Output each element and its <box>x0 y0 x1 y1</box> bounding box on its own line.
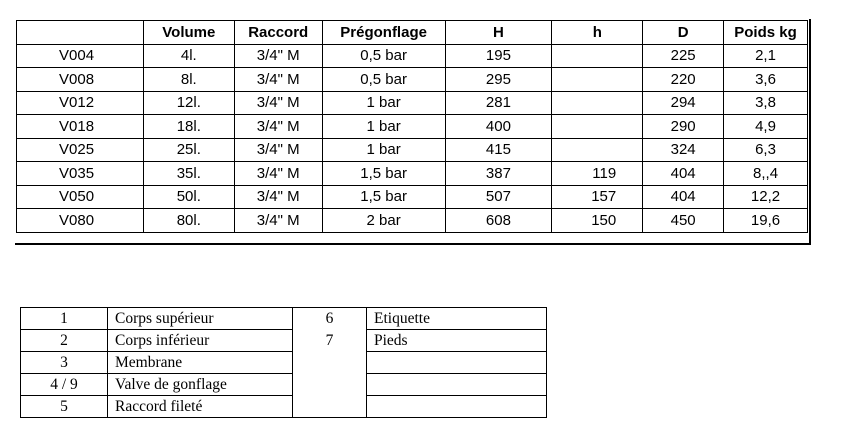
spec-table <box>16 20 808 233</box>
cell-volume: 35l. <box>143 162 234 186</box>
cell-raccord: 3/4" M <box>234 209 322 233</box>
legend-label: Membrane <box>108 352 293 374</box>
legend-label <box>367 396 547 418</box>
cell-volume: 50l. <box>143 185 234 209</box>
cell-raccord: 3/4" M <box>234 138 322 162</box>
cell-h <box>552 115 643 139</box>
table-row <box>17 209 808 233</box>
cell-h: 119 <box>552 162 643 186</box>
cell-poids: 3,8 <box>724 91 808 115</box>
cell-raccord: 3/4" M <box>234 162 322 186</box>
legend-label: Raccord fileté <box>108 396 293 418</box>
cell-pregonflage: 1 bar <box>322 91 445 115</box>
legend-number <box>293 352 367 374</box>
cell-D: 225 <box>643 44 724 68</box>
cell-H: 400 <box>445 115 552 139</box>
cell-D: 290 <box>643 115 724 139</box>
cell-raccord: 3/4" M <box>234 115 322 139</box>
legend-number: 3 <box>21 352 108 374</box>
legend-table <box>20 307 547 418</box>
cell-volume: 4l. <box>143 44 234 68</box>
legend-label <box>367 352 547 374</box>
cell-volume: 18l. <box>143 115 234 139</box>
cell-D: 294 <box>643 91 724 115</box>
cell-H: 195 <box>445 44 552 68</box>
cell-pregonflage: 2 bar <box>322 209 445 233</box>
cell-D: 404 <box>643 162 724 186</box>
legend-label: Pieds <box>367 330 547 352</box>
cell-pregonflage: 0,5 bar <box>322 44 445 68</box>
cell-poids: 19,6 <box>724 209 808 233</box>
list-item <box>21 308 547 330</box>
header-pregonflage: Prégonflage <box>322 21 445 45</box>
cell-pregonflage: 1,5 bar <box>322 185 445 209</box>
cell-model: V004 <box>17 44 144 68</box>
cell-pregonflage: 1 bar <box>322 115 445 139</box>
cell-H: 295 <box>445 68 552 92</box>
header-H: H <box>445 21 552 45</box>
legend-number <box>293 374 367 396</box>
cell-D: 404 <box>643 185 724 209</box>
cell-H: 387 <box>445 162 552 186</box>
header-poids: Poids kg <box>724 21 808 45</box>
cell-poids: 12,2 <box>724 185 808 209</box>
legend-label: Corps supérieur <box>108 308 293 330</box>
header-h: h <box>552 21 643 45</box>
cell-poids: 4,9 <box>724 115 808 139</box>
legend-number <box>293 396 367 418</box>
legend-label: Valve de gonflage <box>108 374 293 396</box>
cell-volume: 25l. <box>143 138 234 162</box>
cell-model: V025 <box>17 138 144 162</box>
cell-pregonflage: 1,5 bar <box>322 162 445 186</box>
legend-number: 2 <box>21 330 108 352</box>
cell-H: 608 <box>445 209 552 233</box>
header-model <box>17 21 144 45</box>
list-item <box>21 352 547 374</box>
cell-h <box>552 91 643 115</box>
cell-raccord: 3/4" M <box>234 68 322 92</box>
cell-model: V080 <box>17 209 144 233</box>
cell-D: 324 <box>643 138 724 162</box>
list-item <box>21 374 547 396</box>
table-row <box>17 185 808 209</box>
table-row <box>17 91 808 115</box>
legend-number: 4 / 9 <box>21 374 108 396</box>
cell-poids: 3,6 <box>724 68 808 92</box>
header-D: D <box>643 21 724 45</box>
table-row <box>17 44 808 68</box>
cell-h: 150 <box>552 209 643 233</box>
cell-h <box>552 138 643 162</box>
legend-number: 5 <box>21 396 108 418</box>
table-row <box>17 115 808 139</box>
cell-volume: 12l. <box>143 91 234 115</box>
cell-poids: 2,1 <box>724 44 808 68</box>
cell-h <box>552 44 643 68</box>
cell-raccord: 3/4" M <box>234 44 322 68</box>
table-row <box>17 162 808 186</box>
cell-D: 220 <box>643 68 724 92</box>
legend-number: 6 <box>293 308 367 330</box>
cell-h <box>552 68 643 92</box>
legend-number: 7 <box>293 330 367 352</box>
cell-raccord: 3/4" M <box>234 91 322 115</box>
cell-pregonflage: 0,5 bar <box>322 68 445 92</box>
cell-D: 450 <box>643 209 724 233</box>
cell-poids: 6,3 <box>724 138 808 162</box>
cell-model: V018 <box>17 115 144 139</box>
cell-raccord: 3/4" M <box>234 185 322 209</box>
header-raccord: Raccord <box>234 21 322 45</box>
legend-label <box>367 374 547 396</box>
header-volume: Volume <box>143 21 234 45</box>
list-item <box>21 396 547 418</box>
spec-header-row <box>17 21 808 45</box>
legend-number: 1 <box>21 308 108 330</box>
table-row <box>17 138 808 162</box>
cell-volume: 8l. <box>143 68 234 92</box>
cell-model: V035 <box>17 162 144 186</box>
legend-label: Etiquette <box>367 308 547 330</box>
cell-volume: 80l. <box>143 209 234 233</box>
cell-model: V008 <box>17 68 144 92</box>
list-item <box>21 330 547 352</box>
cell-model: V012 <box>17 91 144 115</box>
cell-H: 281 <box>445 91 552 115</box>
table-row <box>17 68 808 92</box>
cell-poids: 8,,4 <box>724 162 808 186</box>
cell-h: 157 <box>552 185 643 209</box>
cell-H: 415 <box>445 138 552 162</box>
cell-model: V050 <box>17 185 144 209</box>
legend-label: Corps inférieur <box>108 330 293 352</box>
cell-pregonflage: 1 bar <box>322 138 445 162</box>
cell-H: 507 <box>445 185 552 209</box>
